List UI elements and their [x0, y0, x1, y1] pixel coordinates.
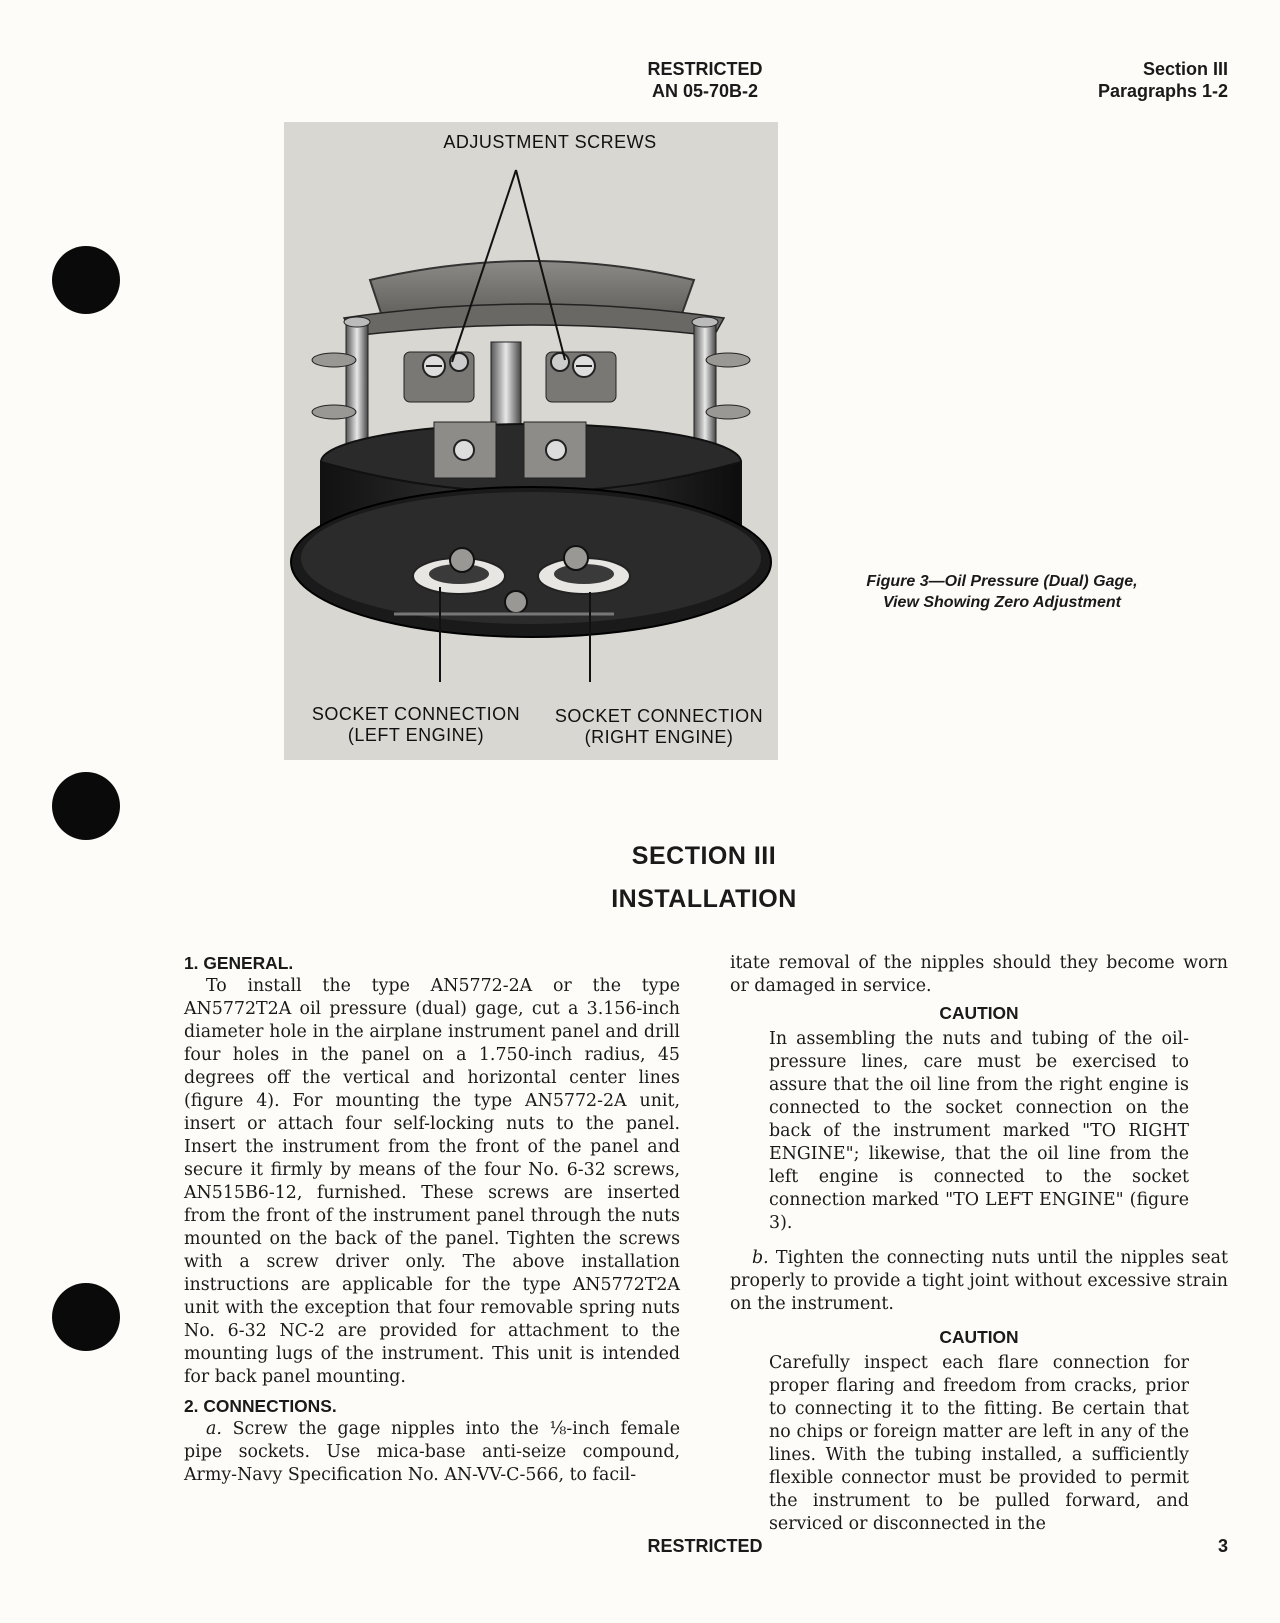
header-section: Section III	[1142, 59, 1228, 79]
section-subtitle: INSTALLATION	[611, 885, 797, 913]
paragraph-2a-text: Screw the gage nipples into the ⅛-inch female pipe sockets. Use mica-base anti-seize compound, Army-Navy Specification No. AN-VV-C-566, to facil-	[184, 1419, 680, 1485]
label-adjustment-screws: ADJUSTMENT SCREWS	[443, 132, 657, 152]
label-socket-right	[548, 706, 770, 748]
gage-illustration	[284, 122, 778, 760]
header-right	[1098, 58, 1228, 102]
caution-2-text: Carefully inspect each flare connection for proper flaring and freedom from cracks, prior to connecting it to the fitting. Be certain that no chips or foreign matter are left in any of the lines. With the tubing installed, a sufficiently flexible connector must be provided to permit the instrument to be pulled forward, and serviced or disconnected in the	[769, 1353, 1189, 1534]
section-title: SECTION III	[631, 842, 777, 870]
caution-1-text: In assembling the nuts and tubing of the oil-pressure lines, care must be exercised to assure that the oil line from the right engine is connected to the socket connection on the back of the instrument marked "TO RIGHT ENGINE"; likewise, that the oil line from the left engine is connected to the socket connection marked "TO LEFT ENGINE" (figure 3).	[769, 1029, 1189, 1233]
label-socket-left-line2: (LEFT ENGINE)	[347, 725, 485, 745]
left-column	[184, 952, 680, 1487]
paragraph-2a	[184, 1418, 680, 1487]
paragraph-2b-letter: b.	[752, 1248, 769, 1268]
header-restricted: RESTRICTED	[647, 59, 763, 79]
right-column	[730, 952, 1228, 1536]
label-socket-left	[306, 704, 526, 746]
paragraph-2b-text: Tighten the connecting nuts until the nipples seat properly to provide a tight joint without excessive strain on the instrument.	[730, 1248, 1228, 1314]
paragraph-2b	[730, 1247, 1228, 1316]
binder-hole-middle	[52, 772, 120, 840]
binder-hole-bottom	[52, 1283, 120, 1351]
figure-caption	[842, 571, 1162, 613]
header-center	[600, 58, 810, 102]
caution-1-label: CAUTION	[939, 1003, 1019, 1023]
label-socket-right-line2: (RIGHT ENGINE)	[584, 727, 734, 747]
header-doc-number: AN 05-70B-2	[651, 81, 759, 101]
figure-caption-line2: View Showing Zero Adjustment	[883, 594, 1121, 611]
figure-photo	[284, 122, 778, 760]
caution-2-label: CAUTION	[939, 1327, 1019, 1347]
header-paragraphs: Paragraphs 1-2	[1097, 81, 1228, 101]
figure-caption-line1: Figure 3—Oil Pressure (Dual) Gage,	[866, 573, 1138, 590]
label-socket-left-line1: SOCKET CONNECTION	[311, 704, 521, 724]
paragraph-1-heading: 1. GENERAL.	[184, 953, 294, 973]
page-number: 3	[1217, 1536, 1228, 1556]
paragraph-2a-continued: itate removal of the nipples should they become worn or damaged in service.	[730, 953, 1228, 996]
paragraph-1-text: To install the type AN5772-2A or the type AN5772T2A oil pressure (dual) gage, cut a 3.156-inch diameter hole in the airplane instrument panel and drill four holes in the panel on a 1.750-inch radius, 45 degrees off the vertical and horizontal center lines (figure 4). For mounting the type AN5772-2A unit, insert or attach four self-locking nuts to the panel. Insert the instrument from the front of the panel and secure it firmly by means of the four No. 6-32 screws, AN515B6-12, furnished. These screws are inserted from the front of the instrument panel through the nuts mounted on the back of the panel. Tighten the screws with a screw driver only. The above installation instructions are applicable for the type AN5772T2A unit with the exception that four removable spring nuts No. 6-32 NC-2 are provided for attachment to the mounting lugs of the instrument. This unit is intended for back panel mounting.	[184, 976, 680, 1387]
label-socket-right-line1: SOCKET CONNECTION	[554, 706, 764, 726]
binder-hole-top	[52, 246, 120, 314]
paragraph-2a-letter: a.	[206, 1419, 222, 1439]
paragraph-2-heading: 2. CONNECTIONS.	[184, 1396, 337, 1416]
footer-restricted: RESTRICTED	[647, 1536, 763, 1556]
